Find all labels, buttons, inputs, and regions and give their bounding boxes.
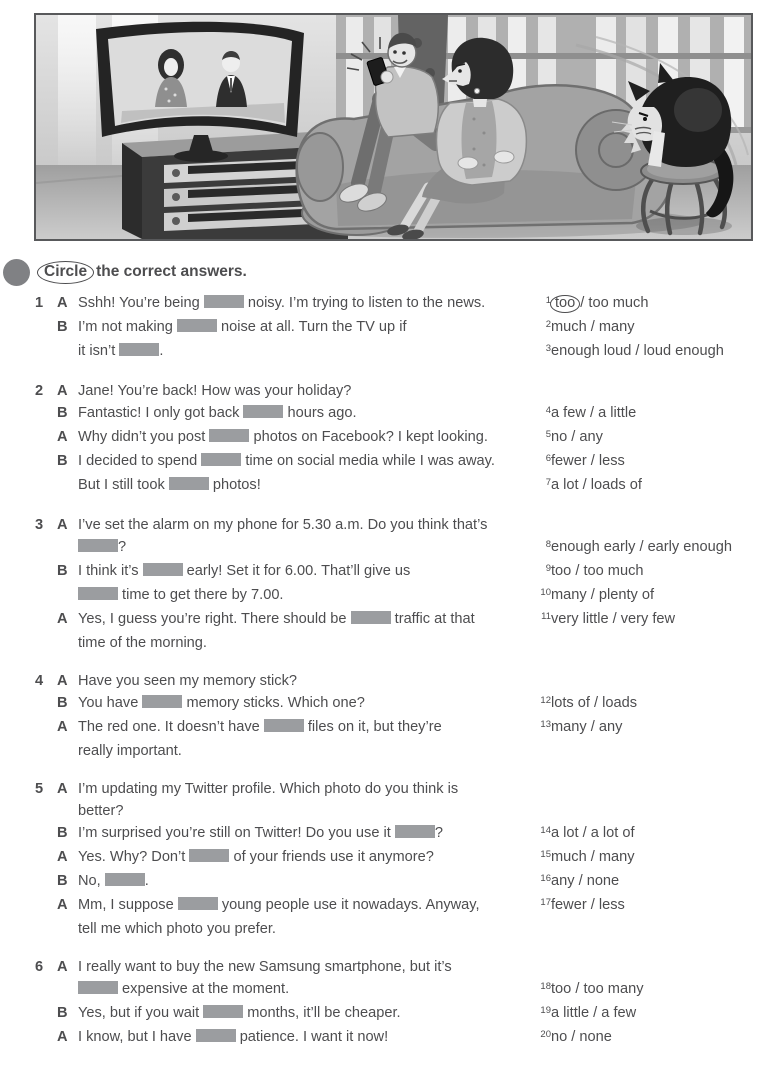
speaker-label bbox=[57, 536, 78, 560]
answer-blank bbox=[209, 429, 249, 442]
dialogue-text: Sshh! You’re being noisy. I’m trying to listen to the news. bbox=[78, 295, 486, 311]
option-text: a lot of bbox=[590, 825, 635, 841]
dialogue-line bbox=[35, 560, 757, 584]
speaker-label: A bbox=[57, 429, 68, 445]
dialogue-text: I decided to spend time on social media while I was away. bbox=[78, 453, 495, 469]
exercise-bullet-icon bbox=[3, 259, 30, 286]
option-number: 19 bbox=[540, 1004, 551, 1016]
options-pair: 18too / too many bbox=[538, 978, 644, 1002]
options-pair: 20no / none bbox=[538, 1026, 612, 1050]
dialogue-line bbox=[35, 584, 757, 608]
circled-answer: too bbox=[550, 295, 580, 313]
item-number: 1 bbox=[35, 295, 44, 311]
options-pair: 6fewer / less bbox=[538, 450, 625, 474]
dialogue-line bbox=[35, 778, 757, 800]
options-pair: 16any / none bbox=[538, 870, 619, 894]
dialogue-text: better? bbox=[78, 803, 124, 819]
dialogue-text: I know, but I have patience. I want it now! bbox=[78, 1029, 389, 1045]
option-text: too bbox=[551, 981, 572, 997]
dialogue-text: I’m not making noise at all. Turn the TV up if bbox=[78, 319, 407, 335]
woman-hand bbox=[494, 151, 514, 163]
option-text: any bbox=[579, 429, 603, 445]
answer-blank bbox=[201, 453, 241, 466]
option-text: loud enough bbox=[643, 343, 724, 359]
option-number: 9 bbox=[545, 562, 551, 574]
dialogue-text: Jane! You’re back! How was your holiday? bbox=[78, 383, 352, 399]
instruction-row bbox=[3, 258, 247, 286]
option-text: many bbox=[551, 719, 587, 735]
dialogue-text: Fantastic! I only got back hours ago. bbox=[78, 405, 357, 421]
item-number bbox=[35, 316, 57, 340]
option-number: 13 bbox=[540, 718, 551, 730]
living-room-illustration bbox=[36, 15, 751, 239]
dialogue-text: ? bbox=[78, 536, 538, 560]
answer-blank bbox=[243, 405, 283, 418]
exercise-item bbox=[35, 292, 757, 364]
dialogue-line bbox=[35, 608, 757, 632]
dialogue-line bbox=[35, 870, 757, 894]
answer-blank bbox=[78, 587, 118, 600]
option-text: any bbox=[598, 719, 623, 735]
option-number: 18 bbox=[540, 980, 551, 992]
dialogue-text: tell me which photo you prefer. bbox=[78, 921, 276, 937]
item-number bbox=[35, 870, 57, 894]
exercise-item bbox=[35, 514, 757, 654]
dialogue-line bbox=[35, 800, 757, 822]
option-text: much bbox=[551, 849, 587, 865]
exercise-list bbox=[35, 292, 757, 1066]
instruction-text: the correct answers. bbox=[96, 263, 247, 280]
dialogue-line bbox=[35, 716, 757, 740]
option-text: very few bbox=[620, 611, 676, 627]
item-number bbox=[35, 584, 57, 608]
dialogue-text: No, . bbox=[78, 873, 149, 889]
dialogue-line bbox=[35, 918, 757, 940]
option-text: too bbox=[551, 563, 572, 579]
option-text: too much bbox=[588, 295, 649, 311]
option-text: less bbox=[598, 897, 625, 913]
option-text: fewer bbox=[551, 897, 587, 913]
exercise-item bbox=[35, 956, 757, 1050]
speaker-label bbox=[57, 978, 78, 1002]
dialogue-text: Yes, but if you wait months, it’ll be cheaper. bbox=[78, 1005, 401, 1021]
dialogue-line bbox=[35, 426, 757, 450]
speaker-label: B bbox=[57, 563, 68, 579]
circled-instruction-word: Circle bbox=[37, 261, 94, 284]
answer-blank bbox=[105, 873, 145, 886]
speaker-label: A bbox=[57, 849, 68, 865]
option-number: 3 bbox=[545, 342, 551, 354]
item-number bbox=[35, 450, 57, 474]
options-pair: 19a little / a few bbox=[538, 1002, 636, 1026]
options-pair: 10many / plenty of bbox=[538, 584, 654, 608]
answer-blank bbox=[142, 695, 182, 708]
option-number: 16 bbox=[540, 872, 551, 884]
speaker-label: B bbox=[57, 453, 68, 469]
speaker-label: A bbox=[57, 959, 68, 975]
speaker-label bbox=[57, 632, 78, 654]
speaker-label bbox=[57, 800, 78, 822]
speaker-label: A bbox=[57, 1029, 68, 1045]
option-text: plenty of bbox=[598, 587, 655, 603]
answer-blank bbox=[204, 295, 244, 308]
item-number bbox=[35, 560, 57, 584]
speaker-label bbox=[57, 918, 78, 940]
option-number: 7 bbox=[545, 476, 551, 488]
option-number: 20 bbox=[540, 1028, 551, 1040]
option-text: early enough bbox=[647, 539, 732, 555]
dialogue-line bbox=[35, 380, 757, 402]
answer-blank bbox=[78, 981, 118, 994]
dialogue-line bbox=[35, 450, 757, 474]
option-text: a little bbox=[551, 1005, 590, 1021]
option-text: many bbox=[551, 587, 587, 603]
option-text: a few bbox=[551, 405, 586, 421]
speaker-label: A bbox=[57, 781, 68, 797]
speaker-label bbox=[57, 740, 78, 762]
option-text: too much bbox=[583, 563, 644, 579]
option-text: less bbox=[598, 453, 625, 469]
option-number: 10 bbox=[540, 586, 551, 598]
answer-blank bbox=[395, 825, 435, 838]
dialogue-line bbox=[35, 894, 757, 918]
dialogue-text: The red one. It doesn’t have files on it, but they’re bbox=[78, 719, 442, 735]
item-number bbox=[35, 894, 57, 918]
speaker-label: B bbox=[57, 695, 68, 711]
speaker-label bbox=[57, 584, 78, 608]
dialogue-line bbox=[35, 340, 757, 364]
item-number bbox=[35, 426, 57, 450]
item-number bbox=[35, 474, 57, 498]
options-pair: 14a lot / a lot of bbox=[538, 822, 635, 846]
option-text: very little bbox=[551, 611, 609, 627]
option-text: a lot bbox=[551, 825, 579, 841]
options-pair: 15much / many bbox=[538, 846, 635, 870]
item-number bbox=[35, 402, 57, 426]
dialogue-text: really important. bbox=[78, 743, 182, 759]
dialogue-text: I really want to buy the new Samsung smartphone, but it’s bbox=[78, 959, 452, 975]
dialogue-text: I’m updating my Twitter profile. Which photo do you think is bbox=[78, 781, 459, 797]
speaker-label: A bbox=[57, 295, 68, 311]
options-pair: 12lots of / loads bbox=[538, 692, 637, 716]
dialogue-line bbox=[35, 670, 757, 692]
options-pair: 2much / many bbox=[538, 316, 635, 340]
speaker-label bbox=[57, 340, 78, 364]
item-number bbox=[35, 608, 57, 632]
option-number: 1 bbox=[545, 294, 551, 306]
options-pair: 9too / too much bbox=[538, 560, 644, 584]
option-number: 11 bbox=[541, 610, 551, 622]
answer-blank bbox=[78, 539, 118, 552]
item-number bbox=[35, 978, 57, 1002]
answer-blank bbox=[189, 849, 229, 862]
item-number: 4 bbox=[35, 673, 44, 689]
answer-blank bbox=[196, 1029, 236, 1042]
options-pair: 3enough loud / loud enough bbox=[538, 340, 724, 364]
dialogue-line bbox=[35, 1002, 757, 1026]
dialogue-text: I’m surprised you’re still on Twitter! Do you use it ? bbox=[78, 825, 443, 841]
speaker-label: A bbox=[57, 517, 68, 533]
option-text: many bbox=[598, 319, 635, 335]
speaker-label: A bbox=[57, 897, 68, 913]
item-number: 3 bbox=[35, 517, 44, 533]
option-text: none bbox=[579, 1029, 612, 1045]
option-text: enough loud bbox=[551, 343, 632, 359]
item-number bbox=[35, 632, 57, 654]
option-text: many bbox=[598, 849, 635, 865]
option-number: 15 bbox=[540, 848, 551, 860]
speaker-label: A bbox=[57, 673, 68, 689]
option-number: 6 bbox=[545, 452, 551, 464]
option-text: enough early bbox=[551, 539, 636, 555]
speaker-label: B bbox=[57, 1005, 68, 1021]
options-pair: 13many / any bbox=[538, 716, 622, 740]
exercise-item bbox=[35, 670, 757, 762]
answer-blank bbox=[177, 319, 217, 332]
dialogue-line bbox=[35, 822, 757, 846]
options-pair: 11very little / very few bbox=[538, 608, 675, 632]
item-number bbox=[35, 822, 57, 846]
option-number: 2 bbox=[545, 318, 551, 330]
dialogue-line bbox=[35, 514, 757, 536]
speaker-label: B bbox=[57, 319, 68, 335]
option-number: 14 bbox=[540, 824, 551, 836]
woman-hand bbox=[458, 157, 478, 169]
dialogue-text: Yes, I guess you’re right. There should be traffic at that bbox=[78, 611, 475, 627]
dialogue-text: time of the morning. bbox=[78, 635, 207, 651]
dialogue-text: Yes. Why? Don’t of your friends use it anymore? bbox=[78, 849, 434, 865]
item-number bbox=[35, 536, 57, 560]
answer-blank bbox=[169, 477, 209, 490]
item-number bbox=[35, 846, 57, 870]
speaker-label: B bbox=[57, 405, 68, 421]
illustration-frame bbox=[34, 13, 753, 241]
earring bbox=[474, 88, 479, 93]
option-number: 17 bbox=[540, 896, 551, 908]
options-pair: 1 too / too much bbox=[538, 292, 648, 316]
option-number: 8 bbox=[545, 538, 551, 550]
dialogue-line bbox=[35, 1026, 757, 1050]
dialogue-line bbox=[35, 536, 757, 560]
option-text: no bbox=[551, 1029, 568, 1045]
item-number bbox=[35, 740, 57, 762]
item-number bbox=[35, 1026, 57, 1050]
option-text: a lot bbox=[551, 477, 579, 493]
answer-blank bbox=[119, 343, 159, 356]
option-text: loads of bbox=[590, 477, 642, 493]
option-text: fewer bbox=[551, 453, 587, 469]
speaker-label: A bbox=[57, 383, 68, 399]
option-number: 5 bbox=[545, 428, 551, 440]
answer-blank bbox=[351, 611, 391, 624]
option-text: any bbox=[551, 873, 575, 889]
speaker-label: A bbox=[57, 719, 68, 735]
speaker-label: A bbox=[57, 611, 68, 627]
dialogue-text: time to get there by 7.00. bbox=[78, 584, 538, 608]
dialogue-text: Have you seen my memory stick? bbox=[78, 673, 297, 689]
item-number bbox=[35, 340, 57, 364]
option-text: a little bbox=[598, 405, 637, 421]
dialogue-text: I think it’s early! Set it for 6.00. That’ll give us bbox=[78, 563, 411, 579]
item-number: 2 bbox=[35, 383, 44, 399]
dialogue-text: You have memory sticks. Which one? bbox=[78, 695, 365, 711]
exercise-item bbox=[35, 380, 757, 498]
answer-blank bbox=[178, 897, 218, 910]
dialogue-line bbox=[35, 846, 757, 870]
options-pair: 5no / any bbox=[538, 426, 603, 450]
item-number: 6 bbox=[35, 959, 44, 975]
option-text: lots of bbox=[551, 695, 590, 711]
speaker-label bbox=[57, 474, 78, 498]
item-number bbox=[35, 800, 57, 822]
dialogue-line bbox=[35, 692, 757, 716]
dialogue-line bbox=[35, 474, 757, 498]
option-number: 12 bbox=[540, 694, 551, 706]
answer-blank bbox=[143, 563, 183, 576]
option-text: loads bbox=[602, 695, 637, 711]
dialogue-line bbox=[35, 978, 757, 1002]
speaker-label: B bbox=[57, 825, 68, 841]
options-pair: 7a lot / loads of bbox=[538, 474, 642, 498]
option-text: no bbox=[551, 429, 568, 445]
option-text: a few bbox=[601, 1005, 637, 1021]
dialogue-line bbox=[35, 316, 757, 340]
dialogue-text: Mm, I suppose young people use it nowadays. Anyway, bbox=[78, 897, 480, 913]
dialogue-text: it isn’t . bbox=[78, 343, 164, 359]
options-pair: 8enough early / early enough bbox=[538, 536, 732, 560]
answer-blank bbox=[264, 719, 304, 732]
dialogue-text: But I still took photos! bbox=[78, 477, 261, 493]
item-number bbox=[35, 716, 57, 740]
dialogue-line bbox=[35, 402, 757, 426]
dialogue-text: I’ve set the alarm on my phone for 5.30 a.m. Do you think that’s bbox=[78, 517, 488, 533]
item-number bbox=[35, 918, 57, 940]
dialogue-text: expensive at the moment. bbox=[78, 978, 538, 1002]
dialogue-line bbox=[35, 292, 757, 316]
dialogue-text: Why didn’t you post photos on Facebook? I kept looking. bbox=[78, 429, 488, 445]
dialogue-line bbox=[35, 956, 757, 978]
answer-blank bbox=[203, 1005, 243, 1018]
exercise-item bbox=[35, 778, 757, 940]
item-number bbox=[35, 1002, 57, 1026]
item-number: 5 bbox=[35, 781, 44, 797]
item-number bbox=[35, 692, 57, 716]
speaker-label: B bbox=[57, 873, 68, 889]
option-text: too many bbox=[583, 981, 644, 997]
option-text: much bbox=[551, 319, 587, 335]
option-number: 4 bbox=[545, 404, 551, 416]
dialogue-line bbox=[35, 632, 757, 654]
options-pair: 17fewer / less bbox=[538, 894, 625, 918]
options-pair: 4a few / a little bbox=[538, 402, 636, 426]
dialogue-line bbox=[35, 740, 757, 762]
option-text: none bbox=[586, 873, 620, 889]
